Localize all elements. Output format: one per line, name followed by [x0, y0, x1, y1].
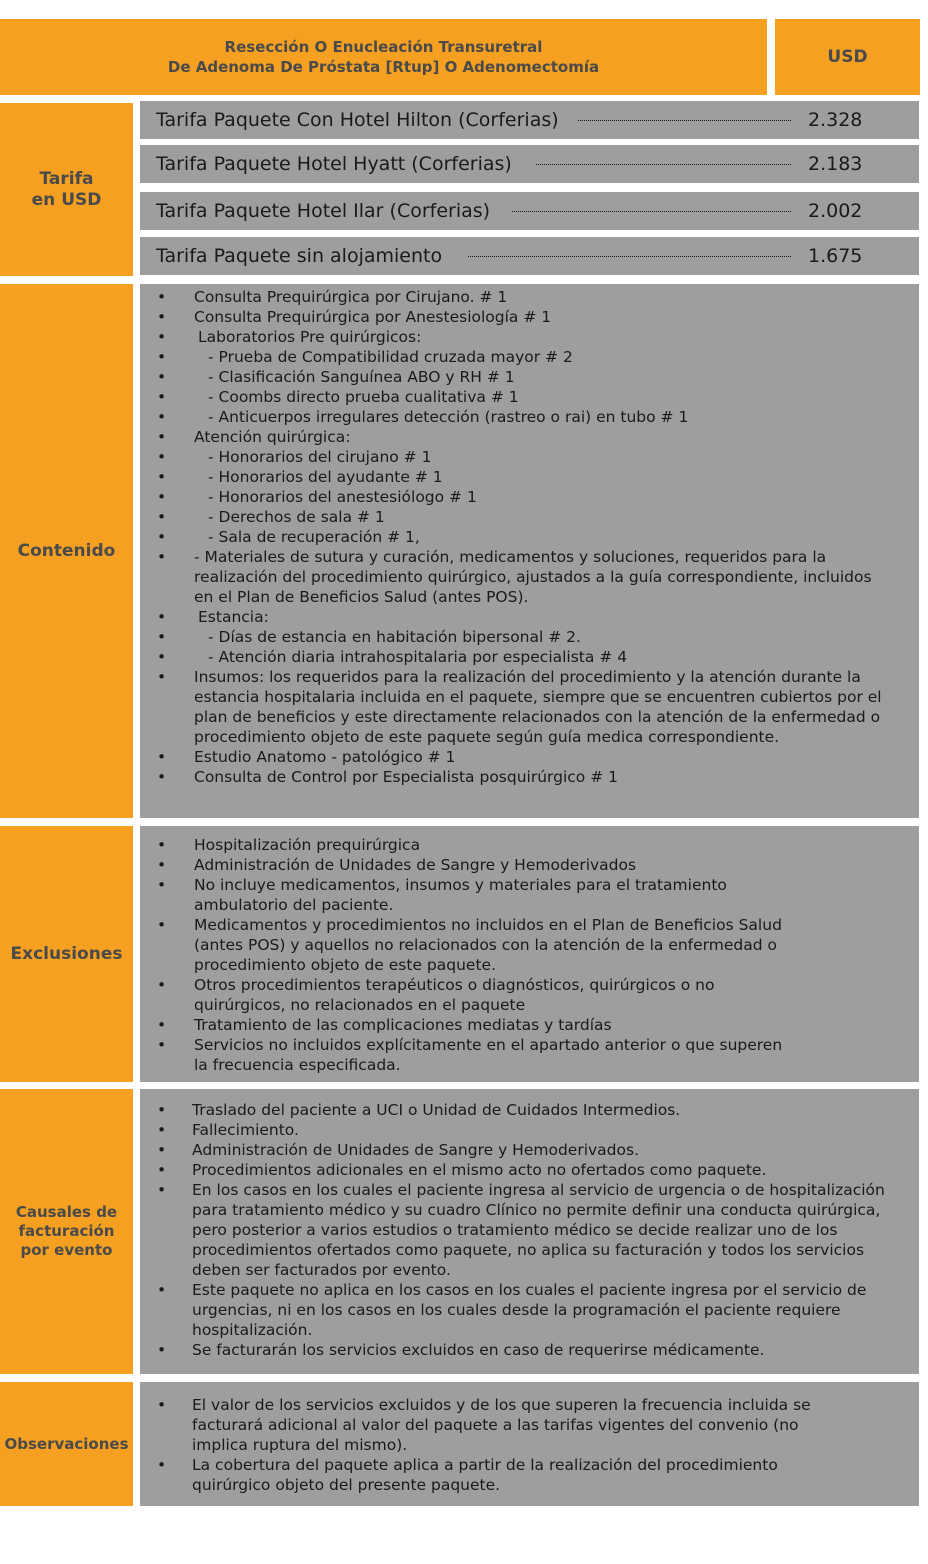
list-item: • Este paquete no aplica en los casos en los cuales el paciente ingresa por el servicio de urgencias, ni en los casos en los cuales desde la programación el paciente requiere hospitalización. [140, 1280, 901, 1340]
rate-name: Tarifa Paquete sin alojamiento [156, 245, 443, 267]
causales-label-line2: facturación [18, 1222, 115, 1240]
list-item: • Insumos: los requeridos para la realización del procedimiento y la atención durante la estancia hospitalaria incluida en el paquete, siempre que se encuentren cubiertos por el plan de beneficios y este directamente relacionados con la atención de la enfermedad o procedimiento objeto de este paquete según guía medica correspondiente. [140, 667, 919, 747]
list-item: • Atención quirúrgica: [140, 427, 919, 447]
contenido-list [140, 287, 919, 787]
list-item: • - Sala de recuperación # 1, [140, 527, 919, 547]
exclusiones-label: Exclusiones [0, 826, 133, 1082]
header-title-line2: De Adenoma De Próstata [Rtup] O Adenomectomía [167, 58, 600, 76]
observaciones-list [140, 1395, 919, 1495]
list-item: • Procedimientos adicionales en el mismo acto no ofertados como paquete. [140, 1160, 901, 1180]
header-currency: USD [775, 19, 920, 95]
rate-value: 2.328 [808, 109, 863, 131]
list-item: • Consulta Prequirúrgica por Anestesiología # 1 [140, 307, 919, 327]
list-item: • - Atención diaria intrahospitalaria por especialista # 4 [140, 647, 919, 667]
causales-box [140, 1089, 919, 1374]
rate-row [140, 237, 919, 275]
list-item: • - Honorarios del ayudante # 1 [140, 467, 919, 487]
list-item: • La cobertura del paquete aplica a partir de la realización del procedimiento quirúrgico objeto del presente paquete. [140, 1455, 859, 1495]
causales-list [140, 1100, 919, 1360]
list-item: • Consulta Prequirúrgica por Cirujano. # 1 [140, 287, 919, 307]
list-item: • El valor de los servicios excluidos y de los que superen la frecuencia incluida se facturará adicional al valor del paquete a las tarifas vigentes del convenio (no implica ruptura del mismo). [140, 1395, 859, 1455]
observaciones-label: Observaciones [0, 1382, 133, 1506]
list-item: • Otros procedimientos terapéuticos o diagnósticos, quirúrgicos o no quirúrgicos, no relacionados en el paquete [140, 975, 799, 1015]
list-item: • Medicamentos y procedimientos no incluidos en el Plan de Beneficios Salud (antes POS) y aquellos no relacionados con la atención de la enfermedad o procedimiento objeto de este paquete. [140, 915, 799, 975]
list-item: • - Clasificación Sanguínea ABO y RH # 1 [140, 367, 919, 387]
list-item: • Administración de Unidades de Sangre y Hemoderivados. [140, 1140, 901, 1160]
rate-row [140, 192, 919, 230]
list-item: • Traslado del paciente a UCI o Unidad de Cuidados Intermedios. [140, 1100, 901, 1120]
list-item: • Laboratorios Pre quirúrgicos: [140, 327, 919, 347]
causales-label-line3: por evento [20, 1241, 113, 1259]
list-item: • - Honorarios del cirujano # 1 [140, 447, 919, 467]
list-item: • - Materiales de sutura y curación, medicamentos y soluciones, requeridos para la realización del procedimiento quirúrgico, ajustados a la guía correspondiente, incluidos en el Plan de Beneficios Salud (antes POS). [140, 547, 919, 607]
rate-value: 1.675 [808, 245, 863, 267]
tarifa-label-line2: en USD [31, 189, 102, 210]
rate-name: Tarifa Paquete Hotel Hyatt (Corferias) [156, 153, 512, 175]
contenido-box [140, 284, 919, 818]
list-item: • Fallecimiento. [140, 1120, 901, 1140]
list-item: • - Coombs directo prueba cualitativa # 1 [140, 387, 919, 407]
list-item: • Servicios no incluidos explícitamente en el apartado anterior o que superen la frecuencia especificada. [140, 1035, 799, 1075]
rate-leader [578, 120, 791, 121]
causales-label [0, 1089, 133, 1374]
list-item: • Administración de Unidades de Sangre y Hemoderivados [140, 855, 799, 875]
list-item: • Estancia: [140, 607, 919, 627]
rate-name: Tarifa Paquete Hotel Ilar (Corferias) [156, 200, 491, 222]
list-item: • - Honorarios del anestesiólogo # 1 [140, 487, 919, 507]
list-item: • Se facturarán los servicios excluidos en caso de requerirse médicamente. [140, 1340, 901, 1360]
header-title [0, 19, 767, 95]
list-item: • - Prueba de Compatibilidad cruzada mayor # 2 [140, 347, 919, 367]
list-item: • Estudio Anatomo - patológico # 1 [140, 747, 919, 767]
rate-leader [536, 164, 791, 165]
header-title-line1: Resección O Enucleación Transuretral [224, 38, 543, 56]
exclusiones-list [140, 835, 919, 1075]
causales-label-line1: Causales de [15, 1203, 118, 1221]
exclusiones-box [140, 826, 919, 1082]
list-item: • - Anticuerpos irregulares detección (rastreo o rai) en tubo # 1 [140, 407, 919, 427]
rate-value: 2.002 [808, 200, 863, 222]
list-item: • Hospitalización prequirúrgica [140, 835, 799, 855]
rate-row [140, 145, 919, 183]
rate-value: 2.183 [808, 153, 863, 175]
tarifa-label-line1: Tarifa [39, 168, 94, 189]
list-item: • En los casos en los cuales el paciente ingresa al servicio de urgencia o de hospitalización para tratamiento médico y su cuadro Clínico no permite definir una conducta quirúrgica, pero posterior a varios estudios o tratamiento médico se decide realizar uno de los procedimientos ofertados como paquete, no aplica su facturación y todos los servicios deben ser facturados por evento. [140, 1180, 901, 1280]
list-item: • No incluye medicamentos, insumos y materiales para el tratamiento ambulatorio del paciente. [140, 875, 799, 915]
list-item: • Tratamiento de las complicaciones mediatas y tardías [140, 1015, 799, 1035]
rate-leader [468, 256, 791, 257]
observaciones-box [140, 1382, 919, 1506]
list-item: • - Días de estancia en habitación bipersonal # 2. [140, 627, 919, 647]
list-item: • Consulta de Control por Especialista posquirúrgico # 1 [140, 767, 919, 787]
rate-row [140, 101, 919, 139]
contenido-label: Contenido [0, 284, 133, 818]
tarifa-label [0, 103, 133, 276]
rate-name: Tarifa Paquete Con Hotel Hilton (Corferias) [156, 109, 559, 131]
rate-leader [512, 211, 791, 212]
list-item: • - Derechos de sala # 1 [140, 507, 919, 527]
